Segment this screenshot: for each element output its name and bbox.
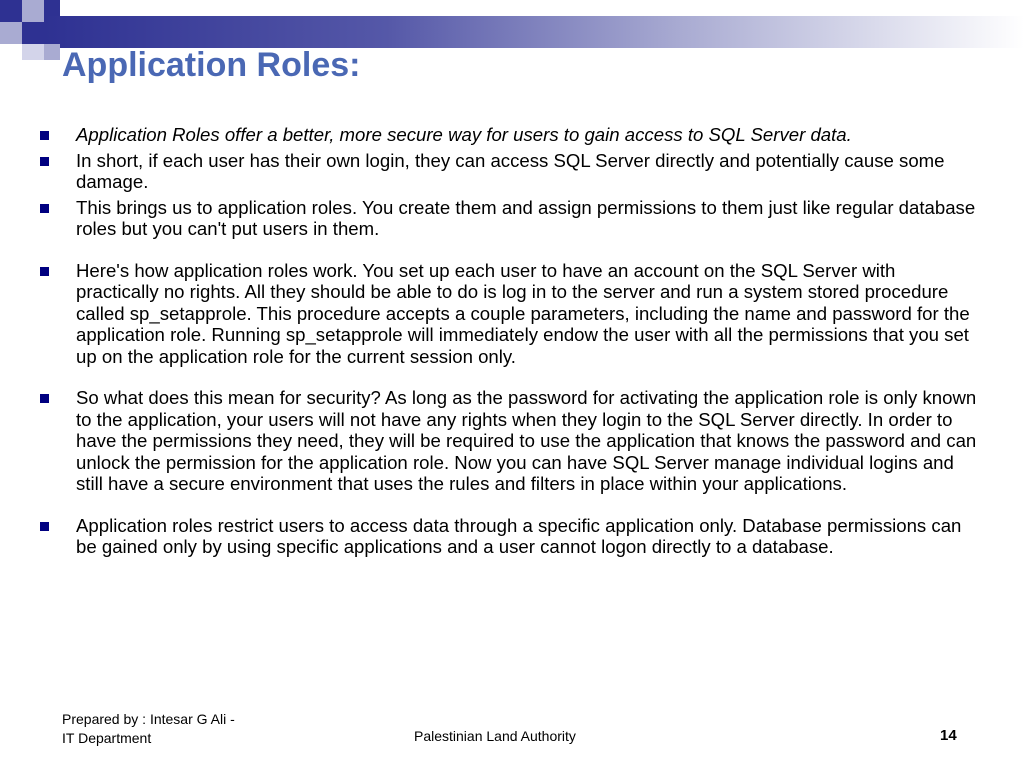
footer-prepared-by-line2: IT Department <box>62 730 152 746</box>
decor-square <box>22 44 44 60</box>
bullet-item: In short, if each user has their own login, they can access SQL Server directly and potentially cause some damage. <box>38 150 978 193</box>
page-number: 14 <box>940 727 957 744</box>
bullet-item: Here's how application roles work. You set up each user to have an account on the SQL Server with practically no rights. All they should be able to do is log in to the server and run a system stored procedure called sp_setapprole. This procedure accepts a couple parameters, including the name and password for the application role. Running sp_setapprole will immediately endow the user with all the permissions that you set up on the application role for the current session only. <box>38 260 978 368</box>
bullet-item: Application Roles offer a better, more secure way for users to gain access to SQL Server data. <box>38 124 978 146</box>
decor-square <box>0 0 22 22</box>
footer-prepared-by <box>62 710 235 748</box>
bullet-item: This brings us to application roles. You create them and assign permissions to them just like regular database roles but you can't put users in them. <box>38 197 978 240</box>
decor-square <box>22 0 44 22</box>
bullet-item: So what does this mean for security? As long as the password for activating the application role is only known to the application, your users will not have any rights when they login to the SQL Server directly. In order to have the permissions they need, they will be required to use the application that knows the password and can unlock the permission for the application role. Now you can have SQL Server manage individual logins and still have a secure environment that uses the rules and filters in place within your applications. <box>38 387 978 495</box>
decor-square <box>22 22 44 44</box>
bullet-item: Application roles restrict users to access data through a specific application only. Database permissions can be gained only by using specific applications and a user cannot logon directly to a database. <box>38 515 978 558</box>
footer-organization: Palestinian Land Authority <box>414 728 576 744</box>
bullet-list <box>38 124 978 562</box>
decor-square <box>44 0 60 16</box>
header-gradient-bar <box>44 16 1024 48</box>
slide-title: Application Roles: <box>62 46 361 84</box>
decor-square <box>0 22 22 44</box>
decor-square <box>44 44 60 60</box>
footer-prepared-by-line1: Prepared by : Intesar G Ali - <box>62 711 235 727</box>
